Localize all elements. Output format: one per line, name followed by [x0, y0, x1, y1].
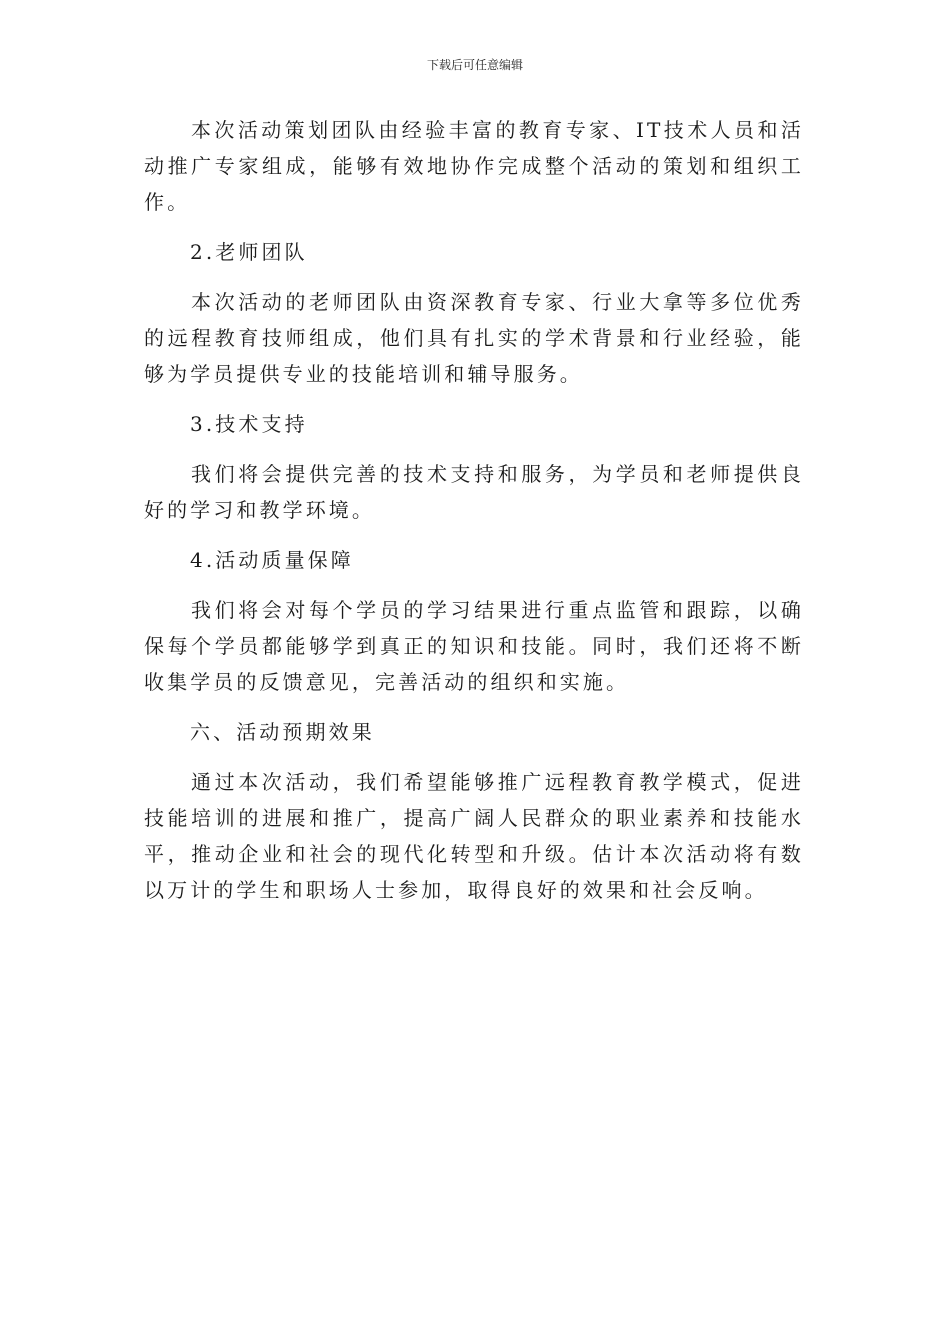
paragraph-gap [144, 750, 804, 764]
header-note: 下载后可任意编辑 [426, 58, 523, 72]
document-body [144, 112, 804, 908]
heading-expected-results: 六、活动预期效果 [190, 720, 375, 744]
paragraph-gap [144, 528, 804, 542]
heading-quality-assurance: 4.活动质量保障 [190, 548, 354, 572]
paragraph-gap [144, 270, 804, 284]
paragraph-quality-assurance: 我们将会对每个学员的学习结果进行重点监管和跟踪，以确保每个学员都能够学到真正的知识和技能。同时，我们还将不断收集学员的反馈意见，完善活动的组织和实施。 [144, 598, 804, 694]
heading-tech-support: 3.技术支持 [190, 412, 308, 436]
heading-teacher-team: 2.老师团队 [190, 240, 308, 264]
paragraph-planning-team: 本次活动策划团队由经验丰富的教育专家、IT技术人员和活动推广专家组成，能够有效地协作完成整个活动的策划和组织工作。 [144, 118, 804, 214]
paragraph-expected-results: 通过本次活动，我们希望能够推广远程教育教学模式，促进技能培训的进展和推广，提高广阔人民群众的职业素养和技能水平，推动企业和社会的现代化转型和升级。估计本次活动将有数以万计的学生和职场人士参加，取得良好的效果和社会反响。 [144, 770, 804, 902]
paragraph-teacher-team: 本次活动的老师团队由资深教育专家、行业大拿等多位优秀的远程教育技师组成，他们具有扎实的学术背景和行业经验，能够为学员提供专业的技能培训和辅导服务。 [144, 290, 804, 386]
paragraph-gap [144, 220, 804, 234]
paragraph-gap [144, 578, 804, 592]
paragraph-tech-support: 我们将会提供完善的技术支持和服务，为学员和老师提供良好的学习和教学环境。 [144, 462, 804, 522]
paragraph-gap [144, 700, 804, 714]
paragraph-gap [144, 392, 804, 406]
paragraph-gap [144, 442, 804, 456]
